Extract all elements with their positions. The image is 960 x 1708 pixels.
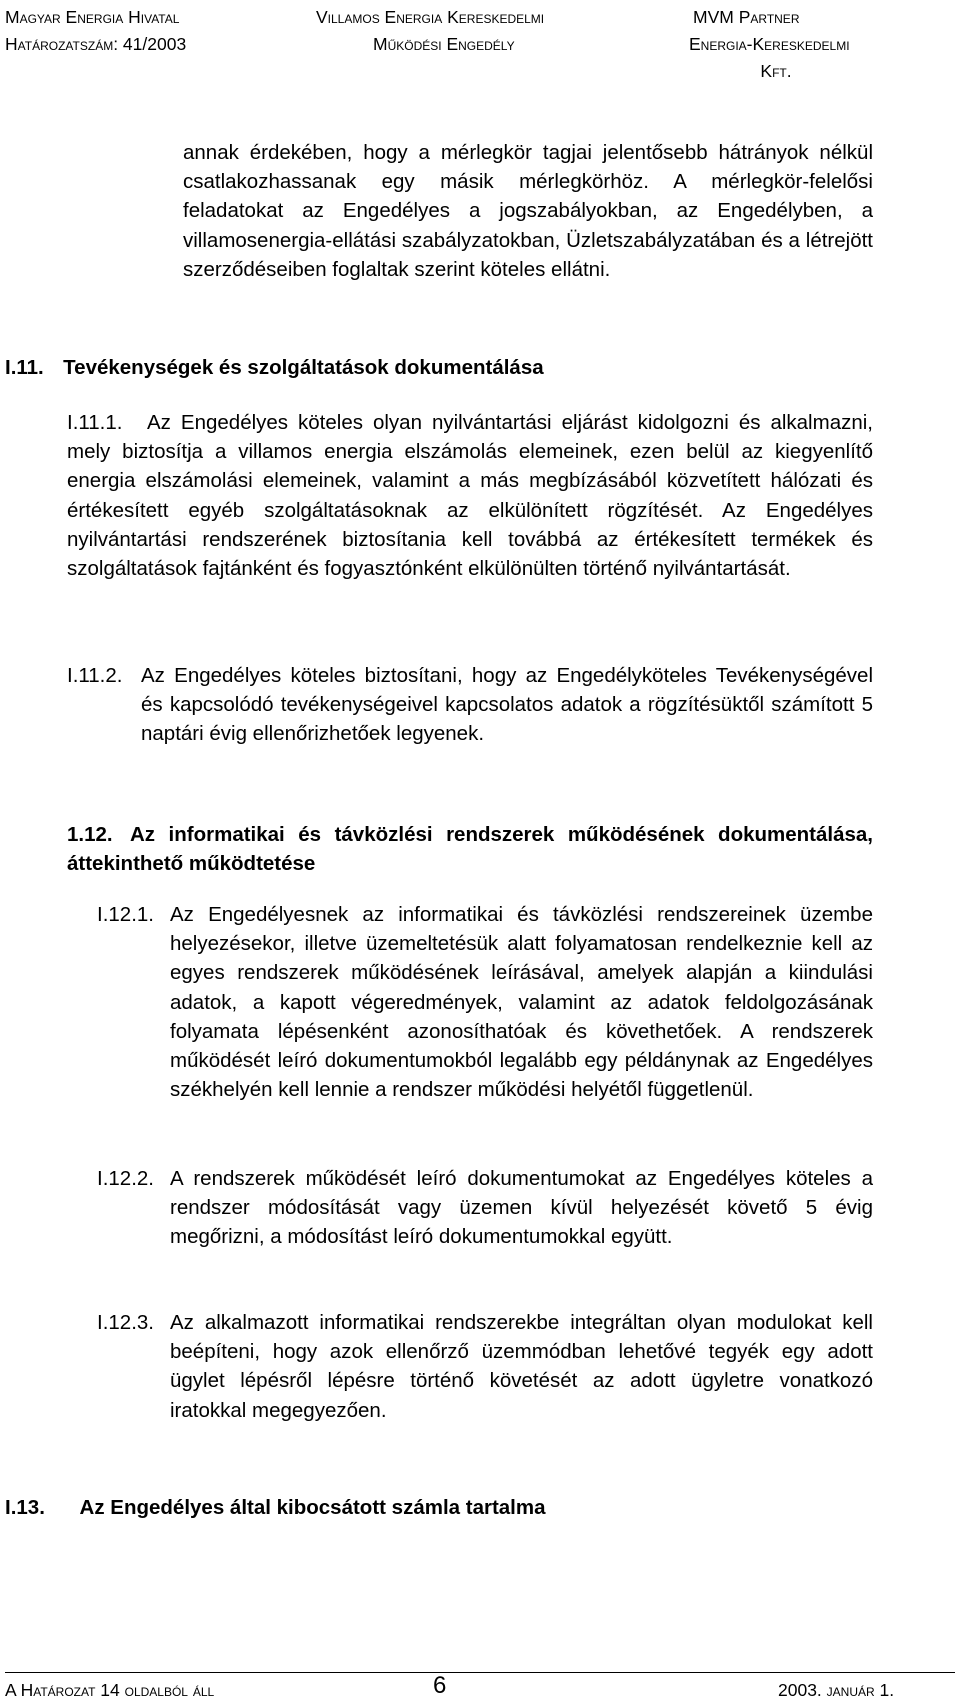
clause-11-2-number: I.11.2.: [67, 664, 123, 687]
clause-11-1: [67, 408, 873, 583]
footer-date: 2003. január 1.: [778, 1680, 895, 1700]
clause-12-2-text: A rendszerek működését leíró dokumentumokat az Engedélyes köteles a rendszer módosítását vagy üzemen kívül helyezését követő 5 évig megőrizni, a módosítást leíró dokumentumokkal együtt.: [170, 1167, 873, 1249]
page-header: [0, 0, 960, 80]
clause-12-3-number: I.12.3.: [97, 1311, 154, 1334]
section-13-title: Az Engedélyes által kibocsátott számla tartalma: [79, 1496, 546, 1519]
section-12-heading: [67, 820, 873, 878]
clause-11-2: [141, 661, 873, 749]
footer-page-number: 6: [433, 1672, 447, 1699]
header-left: [5, 4, 186, 58]
footer-divider: [5, 1672, 955, 1673]
header-right: [689, 4, 863, 85]
clause-12-1-text: Az Engedélyesnek az informatikai és távközlési rendszereinek üzembe helyezésekor, illetve üzemeltetésük alatt folyamatosan rendelkeznie kell az egyes rendszerek működésének leírásával, amelyek alapján a kiindulási adatok, a kapott végeredmények, valamint az adatok feldolgozásának folyamata lépésenként azonosíthatóak és követhetőek. A rendszerek működését leíró dokumentumokból legalább egy példánynak az Engedélyes székhelyén kell lennie a rendszer működési helyétől függetlenül.: [170, 903, 873, 1102]
clause-12-1: [170, 900, 873, 1104]
header-company-line3: Kft.: [760, 61, 792, 81]
clause-12-3-text: Az alkalmazott informatikai rendszerekbe integráltan olyan modulokat kell beépíteni, hogy azok ellenőrző üzemmódban lehetővé tegyék egy adott ügylet lépésről lépésre történő követését az adott ügyletre vonatkozó iratokkal megegyezően.: [170, 1311, 873, 1422]
section-13-number: I.13.: [5, 1496, 45, 1519]
intro-paragraph: [183, 138, 873, 284]
clause-11-2-text: Az Engedélyes köteles biztosítani, hogy az Engedélyköteles Tevékenységével és kapcsolódó tevékenységeivel kapcsolatos adatok a rögzítésüktől számított 5 naptári évig ellenőrizhetőek legyenek.: [141, 664, 873, 746]
clause-12-3: [170, 1308, 873, 1425]
clause-12-2-number: I.12.2.: [97, 1167, 154, 1190]
section-11-title: Tevékenységek és szolgáltatások dokumentálása: [63, 356, 544, 379]
header-resolution-number: Határozatszám: 41/2003: [5, 34, 187, 54]
header-office-name: Magyar Energia Hivatal: [5, 7, 180, 27]
section-11-heading: [5, 353, 544, 382]
header-company-line1: MVM Partner: [693, 7, 800, 27]
clause-11-1-text: Az Engedélyes köteles olyan nyilvántartási eljárást kidolgozni és alkalmazni, mely biztosítja a villamos energia elszámolás elemeinek, ezen belül az kiegyenlítő energia elszámolási elemeinek, valamint a más megbízásából közvetített hálózati és értékesített egyéb szolgáltatásoknak az elkülönített rögzítését. Az Engedélyes nyilvántartási rendszerének biztosítania kell továbbá az értékesített termékek és szolgáltatások fajtánként és fogyasztónként elkülönülten történő nyilvántartását.: [67, 411, 873, 581]
header-license-subtitle: Működési Engedély: [373, 34, 515, 54]
header-company-line2: Energia-Kereskedelmi: [689, 34, 850, 54]
section-13-heading: [5, 1493, 546, 1522]
header-middle: [316, 4, 544, 58]
section-11-number: I.11.: [5, 356, 44, 379]
footer-page-count: A Határozat 14 oldalból áll: [5, 1680, 215, 1700]
clause-11-1-number: I.11.1.: [67, 411, 123, 434]
intro-text: annak érdekében, hogy a mérlegkör tagjai jelentősebb hátrányok nélkül csatlakozhassanak egy másik mérlegkörhöz. A mérlegkör-felelősi feladatokat az Engedélyes a jogszabályokban, az Engedélyben, a villamosenergia-ellátási szabályzatokban, Üzletszabályzatában és a létrejött szerződéseiben foglaltak szerint köteles ellátni.: [183, 141, 873, 281]
clause-12-1-number: I.12.1.: [97, 903, 154, 926]
section-12-title: Az informatikai és távközlési rendszerek működésének dokumentálása, áttekinthető működtetése: [67, 823, 873, 875]
section-12-number: 1.12.: [67, 823, 113, 846]
header-license-title: Villamos Energia Kereskedelmi: [316, 7, 545, 27]
clause-12-2: [170, 1164, 873, 1252]
